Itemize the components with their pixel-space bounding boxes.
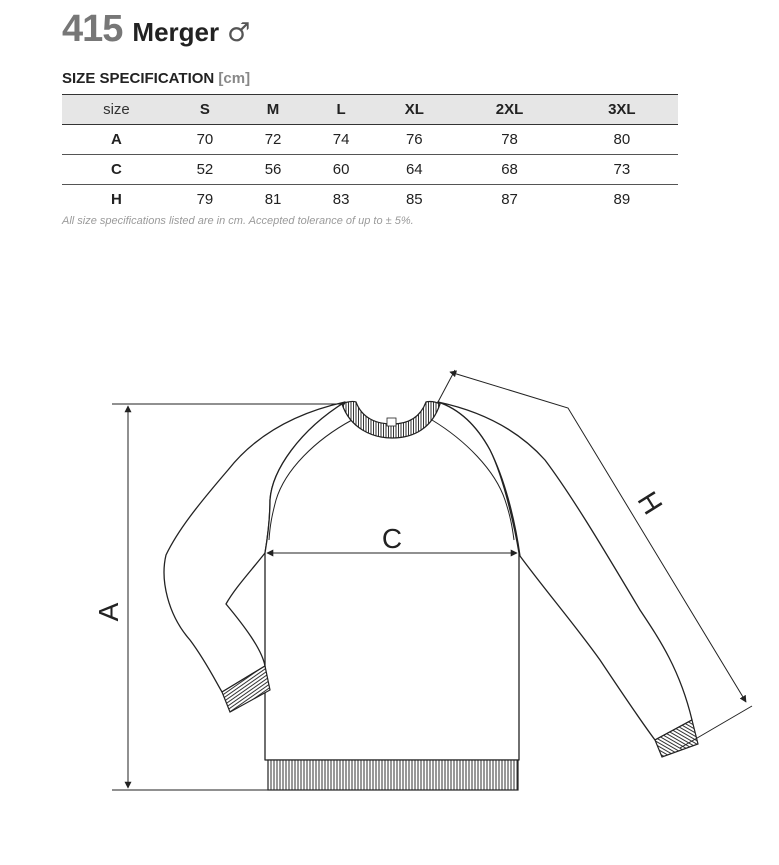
table-cell: 60 xyxy=(307,155,375,185)
size-table-header xyxy=(62,95,678,125)
size-table xyxy=(62,94,678,214)
row-label: C xyxy=(62,155,171,185)
size-header-cell: XL xyxy=(375,95,453,125)
product-code: 415 xyxy=(62,8,123,50)
table-cell: 79 xyxy=(196,191,214,208)
table-row xyxy=(62,125,678,155)
size-spec-heading: SIZE SPECIFICATION xyxy=(62,70,215,87)
table-cell: 73 xyxy=(566,155,678,185)
row-label: A xyxy=(62,125,171,155)
size-spec-title xyxy=(62,70,250,87)
dimension-label-h: H xyxy=(631,486,669,520)
table-cell: 70 xyxy=(171,125,239,155)
table-cell: 76 xyxy=(375,125,453,155)
table-cell: 52 xyxy=(171,155,239,185)
table-row xyxy=(62,155,678,185)
size-header-cell: 3XL xyxy=(566,95,678,125)
tolerance-note: All size specifications listed are in cm. Accepted tolerance of up to ± 5%. xyxy=(62,215,414,227)
table-cell: 87 xyxy=(501,191,518,208)
hem-ribbing xyxy=(268,760,518,790)
table-cell: 80 xyxy=(566,125,678,155)
table-cell: 78 xyxy=(453,125,565,155)
product-name: Merger xyxy=(132,17,220,47)
table-cell: 89 xyxy=(613,191,631,208)
table-cell: 81 xyxy=(264,191,282,208)
male-symbol-icon: ♂ xyxy=(227,18,251,48)
sweatshirt-diagram xyxy=(0,250,779,810)
size-header-cell: 2XL xyxy=(453,95,565,125)
table-cell: 83 xyxy=(332,191,350,208)
size-column-label: size xyxy=(62,95,171,125)
row-label: H xyxy=(111,191,122,208)
sweatshirt-outline xyxy=(164,402,692,760)
product-header xyxy=(62,8,250,54)
size-header-cell: M xyxy=(239,95,307,125)
neck-label-icon xyxy=(387,418,396,426)
size-spec-unit: [cm] xyxy=(218,70,251,87)
table-row xyxy=(62,185,678,215)
size-header-cell: S xyxy=(171,95,239,125)
dimension-label-c: C xyxy=(381,523,403,554)
size-header-cell: L xyxy=(307,95,375,125)
table-cell: 68 xyxy=(453,155,565,185)
table-cell: 85 xyxy=(405,191,423,208)
table-cell: 64 xyxy=(375,155,453,185)
table-cell: 72 xyxy=(239,125,307,155)
dimension-label-a: A xyxy=(93,602,124,622)
table-cell: 74 xyxy=(307,125,375,155)
table-cell: 56 xyxy=(239,155,307,185)
